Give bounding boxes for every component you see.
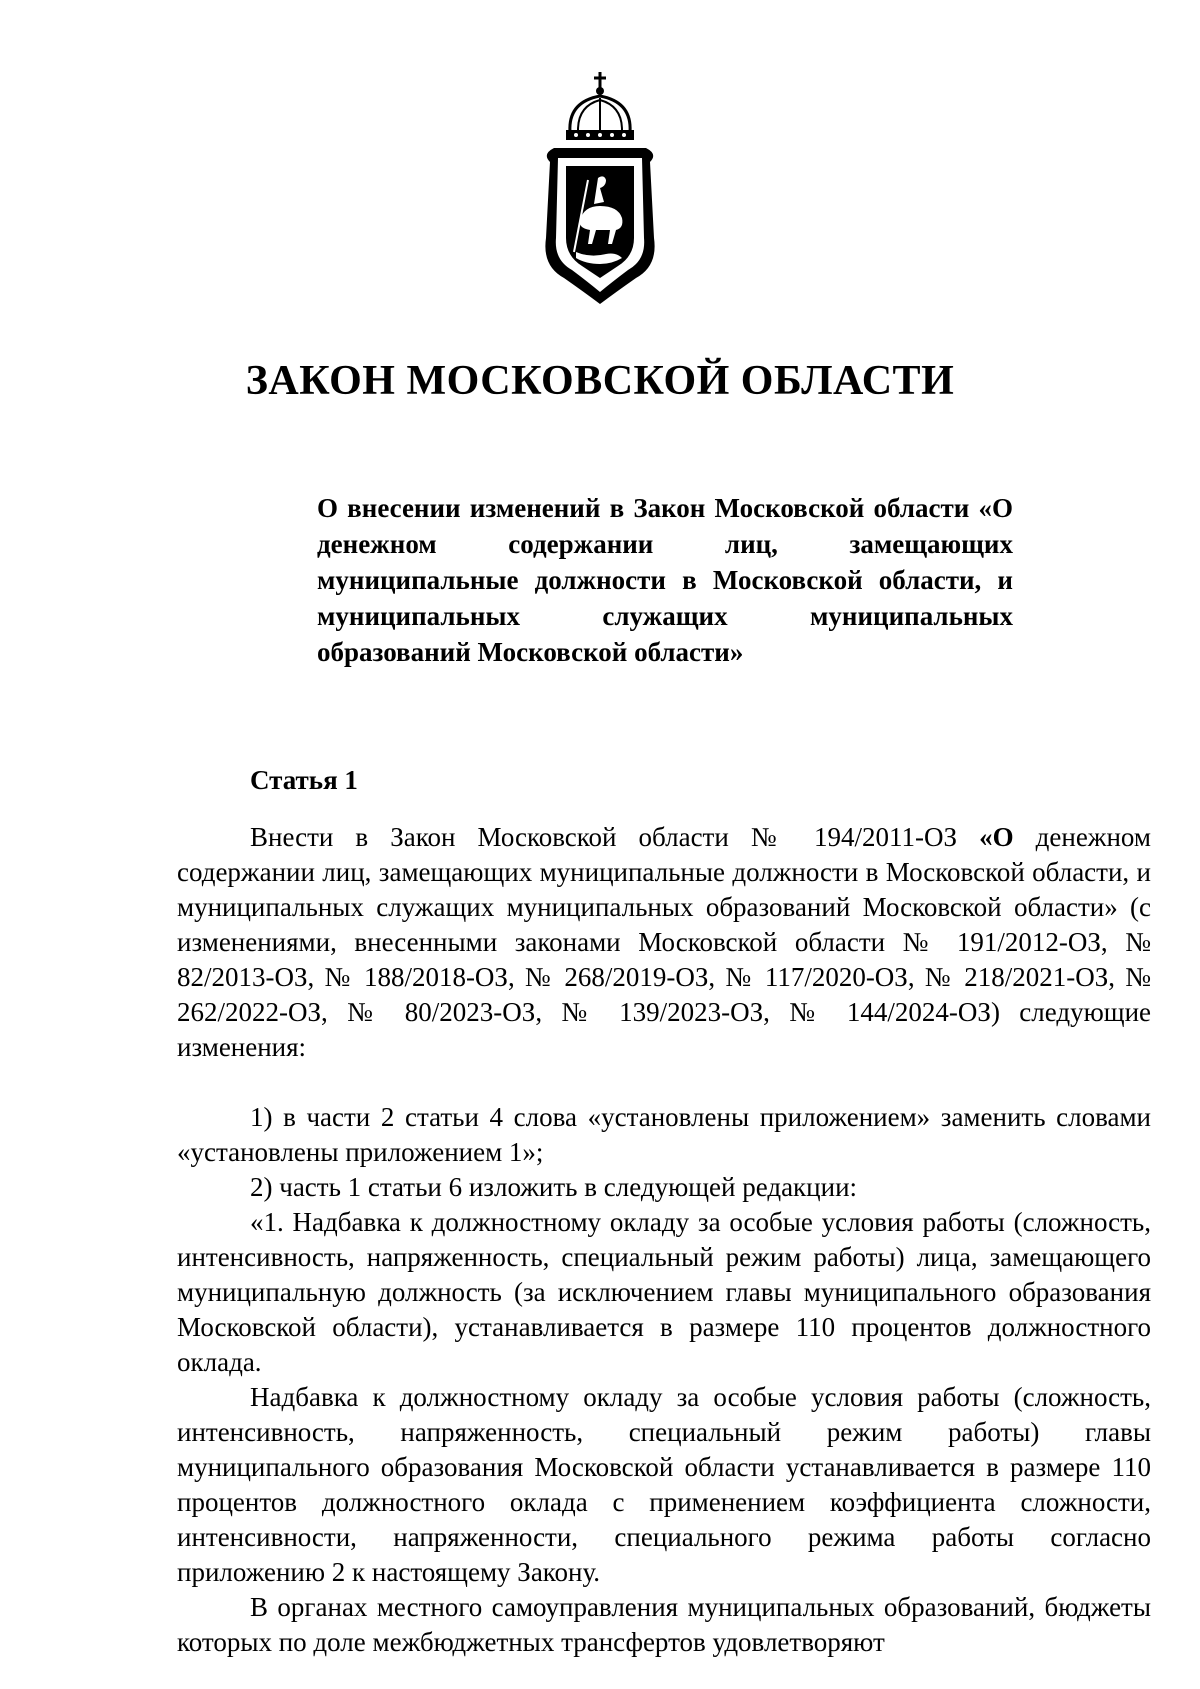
moscow-oblast-coat-of-arms-icon [540,70,660,310]
document-title: ЗАКОН МОСКОВСКОЙ ОБЛАСТИ [245,358,955,404]
article-body [177,820,1151,1660]
article-heading: Статья 1 [250,765,358,795]
amendment-text-part-3: В органах местного самоуправления муниципальных образований, бюджеты которых по доле межбюджетных трансфертов удовлетворяют [177,1592,1151,1657]
intro-lead: Внести в Закон Московской области № 194/2011-ОЗ [250,822,980,852]
intro-rest: денежном содержании лиц, замещающих муниципальные должности в Московской области, и муниципальных служащих муниципальных образований Московской области» (с изменениями, внесенными законами Московской области № 191/2012-ОЗ, № 82/2013-ОЗ, № 188/2018-ОЗ, № 268/2019-ОЗ, № 117/2020-ОЗ, № 218/2021-ОЗ, № 262/2022-ОЗ, № 80/2023-ОЗ, № 139/2023-ОЗ, № 144/2024-ОЗ) следующие изменения: [177,822,1151,1062]
intro-bold: «О [979,822,1014,852]
amendment-item-1: 1) в части 2 статьи 4 слова «установлены приложением» заменить словами «установлены приложением 1»; [177,1102,1151,1167]
amendment-text-part-2: Надбавка к должностному окладу за особые условия работы (сложность, интенсивность, напряженность, специальный режим работы) главы муниципального образования Московской области устанавливается в размере 110 процентов должностного оклада с применением коэффициента сложности, интенсивности, напряженности, специального режима работы согласно приложению 2 к настоящему Закону. [177,1382,1151,1587]
intro-paragraph [177,820,1151,1065]
amendment-text-part-1: «1. Надбавка к должностному окладу за особые условия работы (сложность, интенсивность, напряженность, специальный режим работы) лица, замещающего муниципальную должность (за исключением главы муниципального образования Московской области), устанавливается в размере 110 процентов должностного оклада. [177,1207,1151,1377]
amendment-item-2: 2) часть 1 статьи 6 изложить в следующей редакции: [250,1172,858,1202]
document-subtitle: О внесении изменений в Закон Московской области «О денежном содержании лиц, замещающих муниципальные должности в Московской области, и муниципальных служащих муниципальных образований Московской области» [317,493,1013,667]
